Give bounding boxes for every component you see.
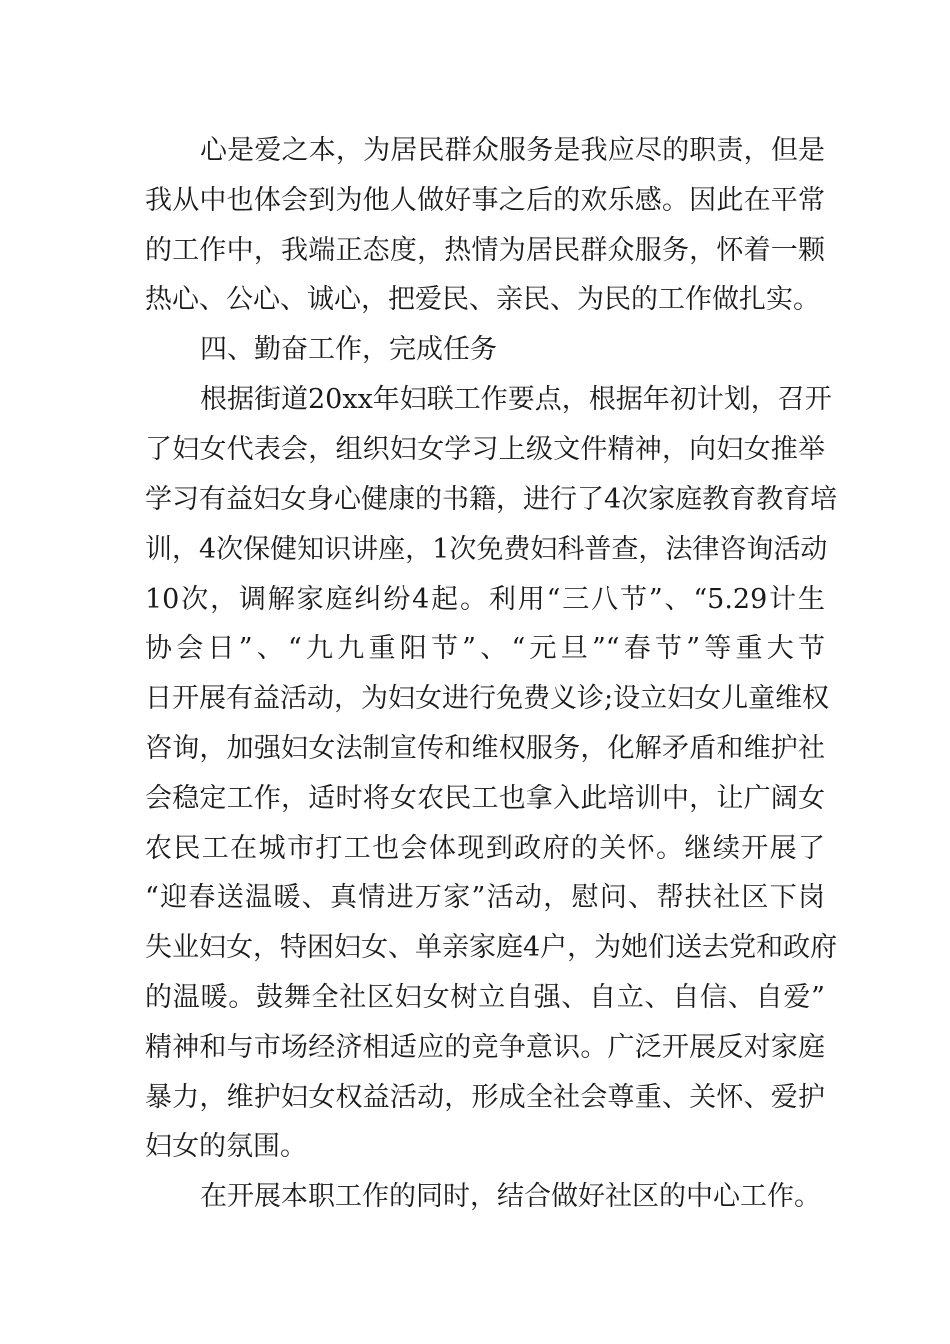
text-line: 日开展有益活动，为妇女进行免费义诊;设立妇女儿童维权 [145,683,830,714]
text-line: 在开展本职工作的同时，结合做好社区的中心工作。 [200,1181,821,1212]
text-line: 心是爱之本，为居民群众服务是我应尽的职责，但是 [200,135,825,166]
text-line: 根据街道20xx年妇联工作要点，根据年初计划，召开 [200,384,832,415]
text-line: 精神和与市场经济相适应的竞争意识。广泛开展反对家庭 [145,1032,825,1063]
text-line: 咨询，加强妇女法制宣传和维权服务，化解矛盾和维护社 [145,733,825,764]
text-line: 会稳定工作，适时将女农民工也拿入此培训中，让广阔女 [145,783,825,814]
text-line: 失业妇女，特困妇女、单亲家庭4户，为她们送去党和政府 [145,932,838,963]
text-line: 了妇女代表会，组织妇女学习上级文件精神，向妇女推举 [145,434,825,465]
section-heading: 四、勤奋工作，完成任务 [200,334,497,365]
text-line: 训，4次保健知识讲座，1次免费妇科普查，法律咨询活动 [145,534,828,565]
text-line: 10次，调解家庭纠纷4起。利用“三八节”、“5.29计生 [145,584,825,615]
text-line: 热心、公心、诚心，把爱民、亲民、为民的工作做扎实。 [145,284,820,315]
text-line: 我从中也体会到为他人做好事之后的欢乐感。因此在平常 [145,185,825,216]
text-line: 的温暖。鼓舞全社区妇女树立自强、自立、自信、自爱” [145,982,825,1013]
text-line: 妇女的氛围。 [145,1131,307,1162]
text-line: 农民工在城市打工也会体现到政府的关怀。继续开展了 [145,833,825,864]
text-line: 的工作中，我端正态度，热情为居民群众服务，怀着一颗 [145,235,825,266]
text-line: 暴力，维护妇女权益活动，形成全社会尊重、关怀、爱护 [145,1082,825,1113]
text-line: 学习有益妇女身心健康的书籍，进行了4次家庭教育教育培 [145,484,838,515]
text-line: 协会日”、“九九重阳节”、“元旦”“春节”等重大节 [145,633,825,664]
text-line: “迎春送温暖、真情进万家”活动，慰问、帮扶社区下岗 [145,882,825,913]
